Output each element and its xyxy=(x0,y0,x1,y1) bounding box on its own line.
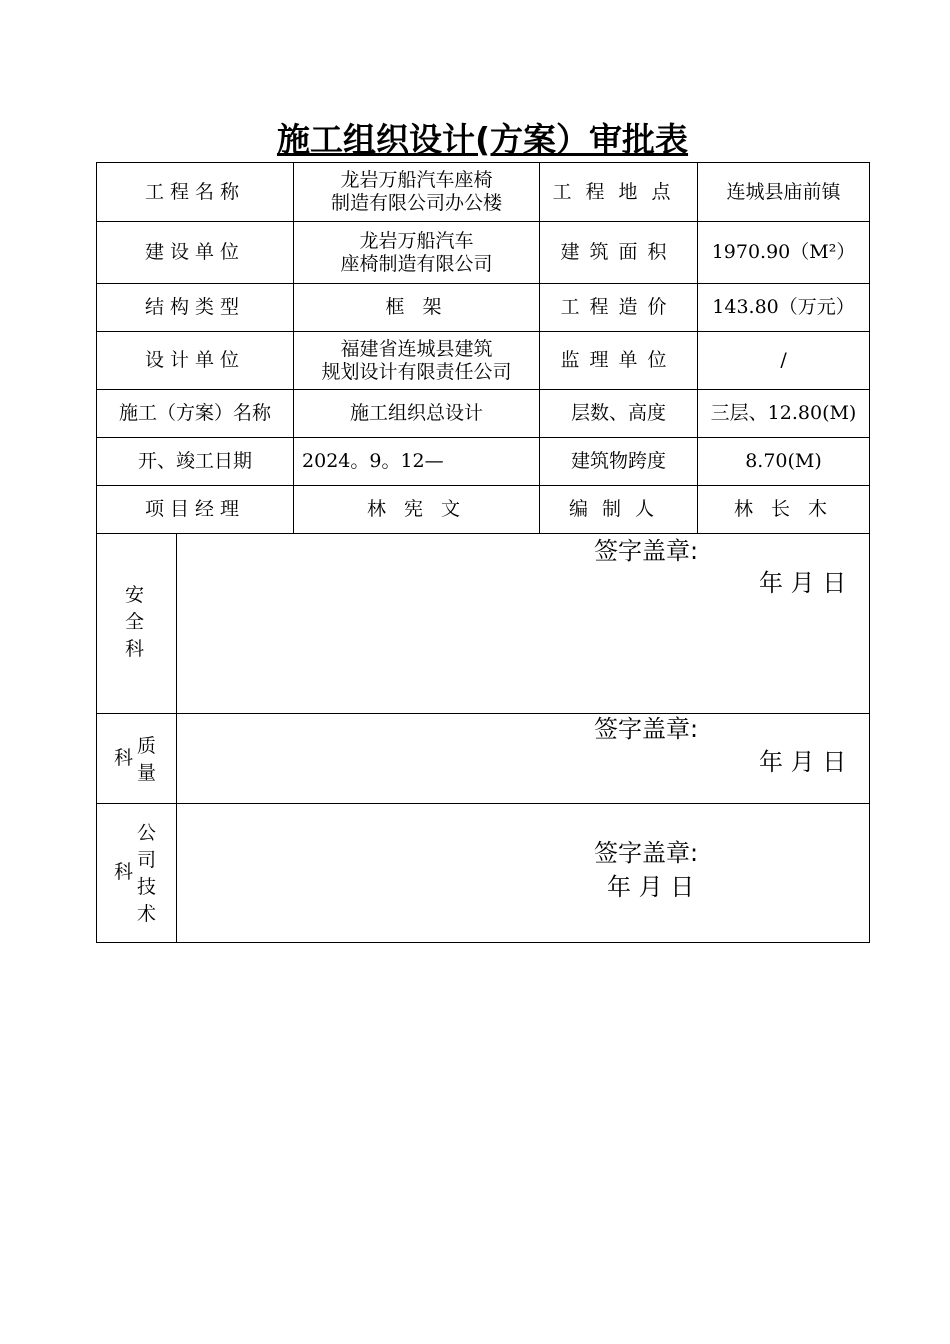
label-start-end-date: 开、竣工日期 xyxy=(97,438,294,486)
label-project-location: 工程地点 xyxy=(540,163,698,222)
table-row xyxy=(97,390,870,438)
tech-dept-label: 科 公 司 技 术 xyxy=(97,804,177,943)
value-supervision-unit: / xyxy=(698,332,870,390)
table-row xyxy=(97,163,870,222)
table-row xyxy=(97,438,870,486)
tech-section xyxy=(97,804,870,943)
value-project-manager: 林 宪 文 xyxy=(294,486,540,534)
value-client: 龙岩万船汽车 座椅制造有限公司 xyxy=(294,222,540,284)
table-row xyxy=(97,486,870,534)
date-label: 年 月 日 xyxy=(607,873,695,901)
approval-form-table xyxy=(96,162,870,943)
table-row xyxy=(97,284,870,332)
label-supervision-unit: 监理单位 xyxy=(540,332,698,390)
quality-dept-label: 科 质 量 xyxy=(97,714,177,804)
value-project-name: 龙岩万船汽车座椅 制造有限公司办公楼 xyxy=(294,163,540,222)
value-building-span: 8.70(M) xyxy=(698,438,870,486)
label-client: 建设单位 xyxy=(97,222,294,284)
label-compiler: 编制人 xyxy=(540,486,698,534)
date-label: 年 月 日 xyxy=(759,748,847,776)
label-plan-name: 施工（方案）名称 xyxy=(97,390,294,438)
label-structure-type: 结构类型 xyxy=(97,284,294,332)
quality-signature-area[interactable] xyxy=(177,714,870,804)
label-project-manager: 项目经理 xyxy=(97,486,294,534)
label-design-unit: 设计单位 xyxy=(97,332,294,390)
table-row xyxy=(97,332,870,390)
value-start-end-date: 2024。9。12— xyxy=(294,438,540,486)
page-title: 施工组织设计(方案）审批表 xyxy=(276,120,689,159)
value-plan-name: 施工组织总设计 xyxy=(294,390,540,438)
value-project-location: 连城县庙前镇 xyxy=(698,163,870,222)
label-project-cost: 工程造价 xyxy=(540,284,698,332)
label-project-name: 工程名称 xyxy=(97,163,294,222)
label-building-span: 建筑物跨度 xyxy=(540,438,698,486)
value-floors-height: 三层、12.80(M) xyxy=(698,390,870,438)
quality-section xyxy=(97,714,870,804)
signature-label: 签字盖章: xyxy=(594,839,699,867)
safety-section xyxy=(97,534,870,714)
table-row xyxy=(97,222,870,284)
value-design-unit: 福建省连城县建筑 规划设计有限责任公司 xyxy=(294,332,540,390)
tech-signature-area[interactable] xyxy=(177,804,870,943)
safety-dept-label: 安 全 科 xyxy=(97,534,177,714)
value-compiler: 林 长 木 xyxy=(698,486,870,534)
value-floor-area: 1970.90（M²） xyxy=(698,222,870,284)
date-label: 年 月 日 xyxy=(759,569,847,597)
label-floors-height: 层数、高度 xyxy=(540,390,698,438)
label-floor-area: 建筑面积 xyxy=(540,222,698,284)
signature-label: 签字盖章: xyxy=(594,715,699,743)
value-project-cost: 143.80（万元） xyxy=(698,284,870,332)
signature-label: 签字盖章: xyxy=(594,537,699,565)
value-structure-type: 框 架 xyxy=(294,284,540,332)
safety-signature-area[interactable] xyxy=(177,534,870,714)
